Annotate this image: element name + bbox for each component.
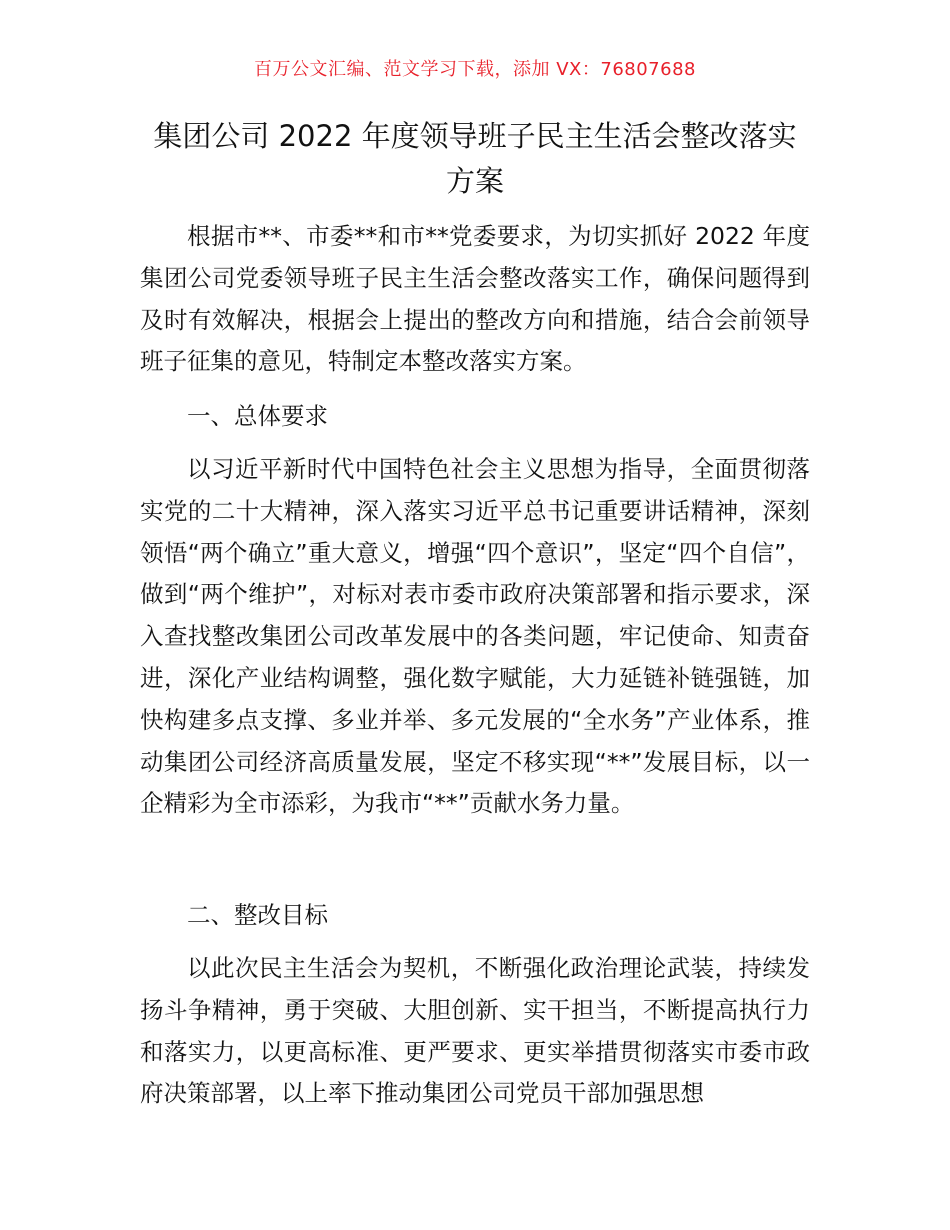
document-title: 集团公司 2022 年度领导班子民主生活会整改落实方案 — [153, 119, 797, 198]
section-body-general-requirements: 以习近平新时代中国特色社会主义思想为指导，全面贯彻落实党的二十大精神，深入落实习近平总书记重要讲话精神，深刻领悟“两个确立”重大意义，增强“四个意识”，坚定“四个自信”，做到“两个维护”，对标对表市委市政府决策部署和指示要求，深入查找整改集团公司改革发展中的各类问题，牢记使命、知责奋进，深化产业结构调整，强化数字赋能，大力延链补链强链，加快构建多点支撑、多业并举、多元发展的“全水务”产业体系，推动集团公司经济高质量发展，坚定不移实现“**”发展目标，以一企精彩为全市添彩，为我市“**”贡献水务力量。 — [140, 455, 810, 818]
section-heading-rectification-goals: 二、整改目标 — [187, 901, 328, 929]
section-heading-general-requirements: 一、总体要求 — [187, 402, 328, 430]
header-banner: 百万公文汇编、范文学习下载，添加 VX：76807688 — [254, 59, 696, 80]
section-body-rectification-goals: 以此次民主生活会为契机，不断强化政治理论武装，持续发扬斗争精神，勇于突破、大胆创新、实干担当，不断提高执行力和落实力，以更高标准、更严要求、更实举措贯彻落实市委市政府决策部署，以上率下推动集团公司党员干部加强思想 — [140, 954, 810, 1108]
intro-paragraph: 根据市**、市委**和市**党委要求，为切实抓好 2022 年度集团公司党委领导班子民主生活会整改落实工作，确保问题得到及时有效解决，根据会上提出的整改方向和措施，结合会前领导班子征集的意见，特制定本整改落实方案。 — [140, 222, 810, 376]
